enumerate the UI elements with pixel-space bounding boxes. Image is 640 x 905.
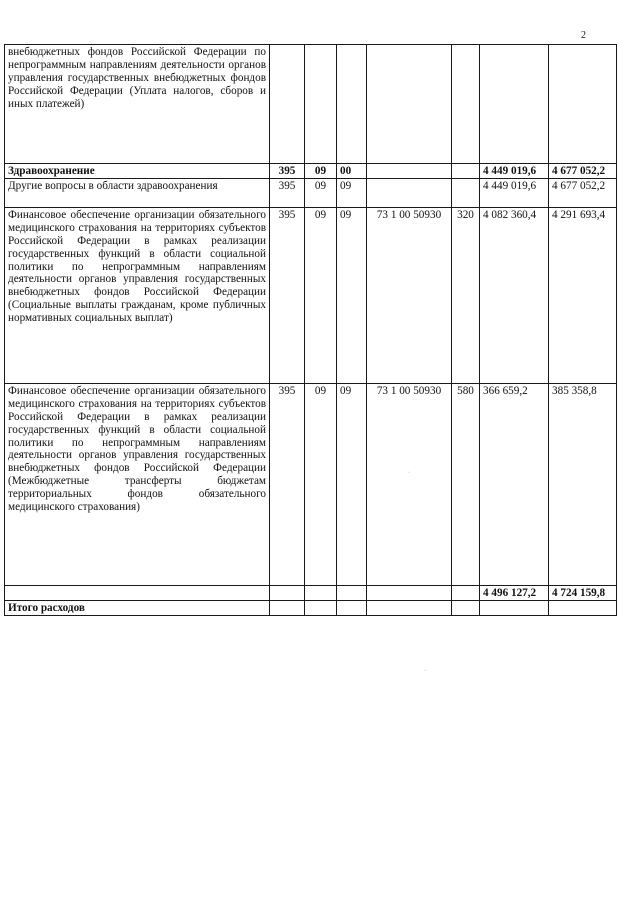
- csr-cell: [367, 585, 452, 600]
- table-row: [5, 585, 617, 600]
- rz-cell: 09: [305, 383, 337, 585]
- sum-2022-cell: [480, 45, 549, 164]
- page-number: 2: [581, 30, 586, 41]
- row-name: Финансовое обеспечение организации обязательного медицинского страхования на территориях субъектов Российской Федерации в рамках реализации государственных функций в области социальной политики по непрограммным направлениям деятельности органов управления государственных внебюджетных фондов Российской Федерации (Социальные выплаты гражданам, кроме публичных нормативных социальных выплат): [5, 207, 270, 383]
- rz-cell: [305, 45, 337, 164]
- vr-cell: [452, 45, 480, 164]
- sum-2023-cell: 385 358,8: [549, 383, 617, 585]
- sum-2023-cell: 4 677 052,2: [549, 178, 617, 207]
- sum-2023-cell: 4 291 693,4: [549, 207, 617, 383]
- pr-cell: [337, 45, 367, 164]
- rz-cell: [305, 585, 337, 600]
- sum-2023-cell: [549, 600, 617, 615]
- ved-cell: [270, 45, 305, 164]
- ved-cell: 395: [270, 178, 305, 207]
- vr-cell: 320: [452, 207, 480, 383]
- sum-2022-cell: [480, 600, 549, 615]
- vr-cell: [452, 164, 480, 179]
- ved-cell: 395: [270, 164, 305, 179]
- scan-speck: ·: [408, 470, 410, 476]
- row-name: Здравоохранение: [5, 164, 270, 179]
- vr-cell: [452, 178, 480, 207]
- row-name: внебюджетных фондов Российской Федерации по непрограммным направлениям деятельности органов управления государственных внебюджетных фондов Российской Федерации (Уплата налогов, сборов и иных платежей): [5, 45, 270, 164]
- total-row: [5, 600, 617, 615]
- budget-table: [4, 44, 617, 616]
- sum-2022-cell: 4 449 019,6: [480, 164, 549, 179]
- csr-cell: [367, 164, 452, 179]
- csr-cell: 73 1 00 50930: [367, 207, 452, 383]
- pr-cell: [337, 585, 367, 600]
- pr-cell: 00: [337, 164, 367, 179]
- table-row: [5, 178, 617, 207]
- total-label: Итого расходов: [5, 600, 270, 615]
- table-row: [5, 164, 617, 179]
- rz-cell: [305, 600, 337, 615]
- total-sum-2022-cell: 4 496 127,2: [480, 585, 549, 600]
- table-row: [5, 45, 617, 164]
- ved-cell: 395: [270, 383, 305, 585]
- rz-cell: 09: [305, 178, 337, 207]
- table-row: [5, 383, 617, 585]
- scan-speck: ·: [424, 668, 426, 674]
- total-sum-2023-cell: 4 724 159,8: [549, 585, 617, 600]
- rz-cell: 09: [305, 207, 337, 383]
- sum-2022-cell: 366 659,2: [480, 383, 549, 585]
- csr-cell: [367, 178, 452, 207]
- ved-cell: [270, 585, 305, 600]
- row-name: Другие вопросы в области здравоохранения: [5, 178, 270, 207]
- sum-2022-cell: 4 449 019,6: [480, 178, 549, 207]
- row-name: Финансовое обеспечение организации обязательного медицинского страхования на территориях субъектов Российской Федерации в рамках реализации государственных функций в области социальной политики по непрограммным направлениям деятельности органов управления государственных внебюджетных фондов Российской Федерации (Межбюджетные трансферты бюджетам территориальных фондов обязательного медицинского страхования): [5, 383, 270, 585]
- csr-cell: [367, 600, 452, 615]
- rz-cell: 09: [305, 164, 337, 179]
- ved-cell: [270, 600, 305, 615]
- sum-2023-cell: [549, 45, 617, 164]
- vr-cell: 580: [452, 383, 480, 585]
- csr-cell: 73 1 00 50930: [367, 383, 452, 585]
- vr-cell: [452, 585, 480, 600]
- csr-cell: [367, 45, 452, 164]
- pr-cell: 09: [337, 178, 367, 207]
- table-row: [5, 207, 617, 383]
- sum-2022-cell: 4 082 360,4: [480, 207, 549, 383]
- pr-cell: [337, 600, 367, 615]
- row-name: [5, 585, 270, 600]
- ved-cell: 395: [270, 207, 305, 383]
- pr-cell: 09: [337, 207, 367, 383]
- vr-cell: [452, 600, 480, 615]
- sum-2023-cell: 4 677 052,2: [549, 164, 617, 179]
- pr-cell: 09: [337, 383, 367, 585]
